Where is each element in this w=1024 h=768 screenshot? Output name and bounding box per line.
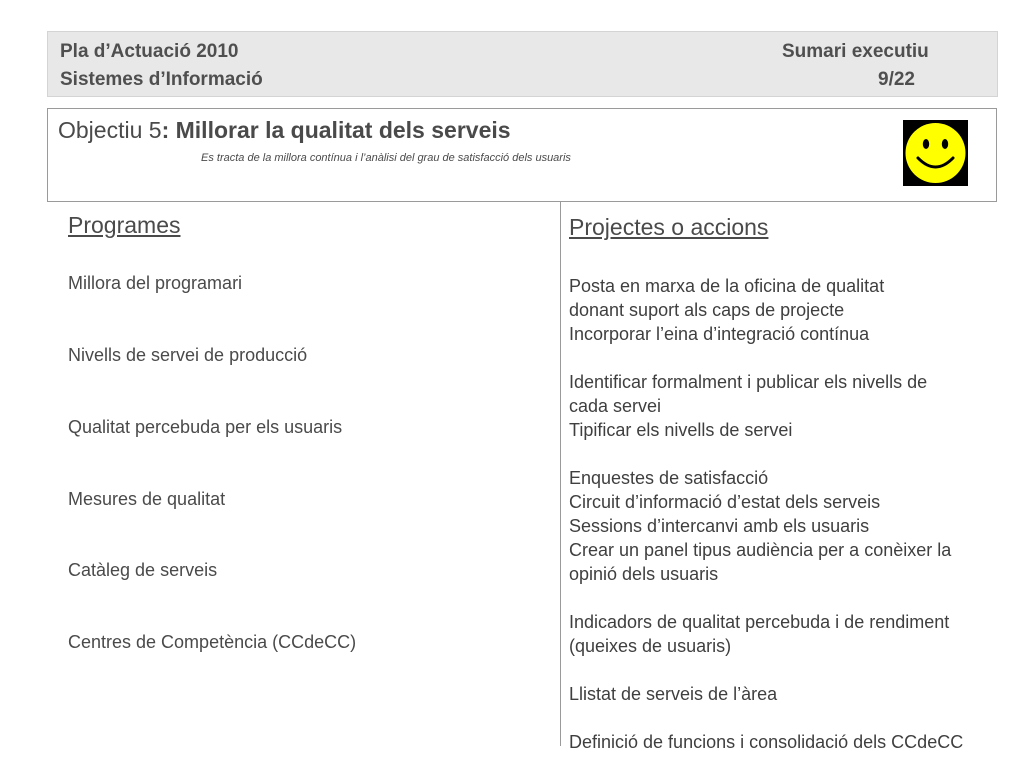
objective-box (47, 108, 997, 202)
programa-item: Millora del programari (68, 273, 243, 293)
project-line: Enquestes de satisfacció (569, 468, 769, 488)
project-line: Incorporar l’eina d’integració contínua (569, 324, 870, 344)
programa-item: Centres de Competència (CCdeCC) (68, 632, 357, 652)
project-line: Posta en marxa de la oficina de qualitat (569, 276, 885, 296)
programa-item: Mesures de qualitat (68, 489, 226, 509)
project-line: Identificar formalment i publicar els nivells de (569, 372, 928, 392)
project-group-millora-programari (569, 274, 1019, 346)
project-group-qualitat-percebuda (569, 466, 1019, 586)
project-line: (queixes de usuaris) (569, 636, 732, 656)
objective-title (58, 117, 511, 144)
programes-heading: Programes (68, 212, 181, 238)
project-group-cataleg (569, 682, 1019, 706)
header-title-line2: Sistemes d’Informació (60, 69, 263, 90)
header-page-number: 9/22 (878, 69, 915, 90)
programa-item: Catàleg de serveis (68, 560, 218, 580)
project-line: Sessions d’intercanvi amb els usuaris (569, 516, 870, 536)
project-line: cada servei (569, 396, 662, 416)
project-group-ccdecc (569, 730, 1019, 754)
objective-prefix: Objectiu 5 (58, 117, 162, 143)
programa-item: Qualitat percebuda per els usuaris (68, 417, 343, 437)
slide-header (47, 31, 998, 97)
project-line: donant suport als caps de projecte (569, 300, 845, 320)
project-line: Llistat de serveis de l’àrea (569, 684, 778, 704)
smiley-icon (903, 120, 968, 186)
project-line: Crear un panel tipus audiència per a conèixer la (569, 540, 952, 560)
header-title-line1: Pla d’Actuació 2010 (60, 41, 239, 62)
objective-subtitle: Es tracta de la millora contínua i l’anàlisi del grau de satisfacció dels usuaris (201, 152, 571, 164)
projectes-heading: Projectes o accions (569, 214, 769, 240)
project-group-mesures-qualitat (569, 610, 1019, 658)
objective-name: Millorar la qualitat dels serveis (175, 117, 511, 143)
project-line: Definició de funcions i consolidació dels CCdeCC (569, 732, 964, 752)
programa-item: Nivells de servei de producció (68, 345, 308, 365)
project-line: Circuit d’informació d’estat dels serveis (569, 492, 881, 512)
column-divider (560, 202, 561, 746)
project-group-nivells-servei (569, 370, 1019, 442)
objective-colon: : (161, 117, 170, 143)
project-line: opinió dels usuaris (569, 564, 719, 584)
header-section: Sumari executiu (782, 41, 929, 62)
project-line: Tipificar els nivells de servei (569, 420, 793, 440)
project-line: Indicadors de qualitat percebuda i de rendiment (569, 612, 950, 632)
